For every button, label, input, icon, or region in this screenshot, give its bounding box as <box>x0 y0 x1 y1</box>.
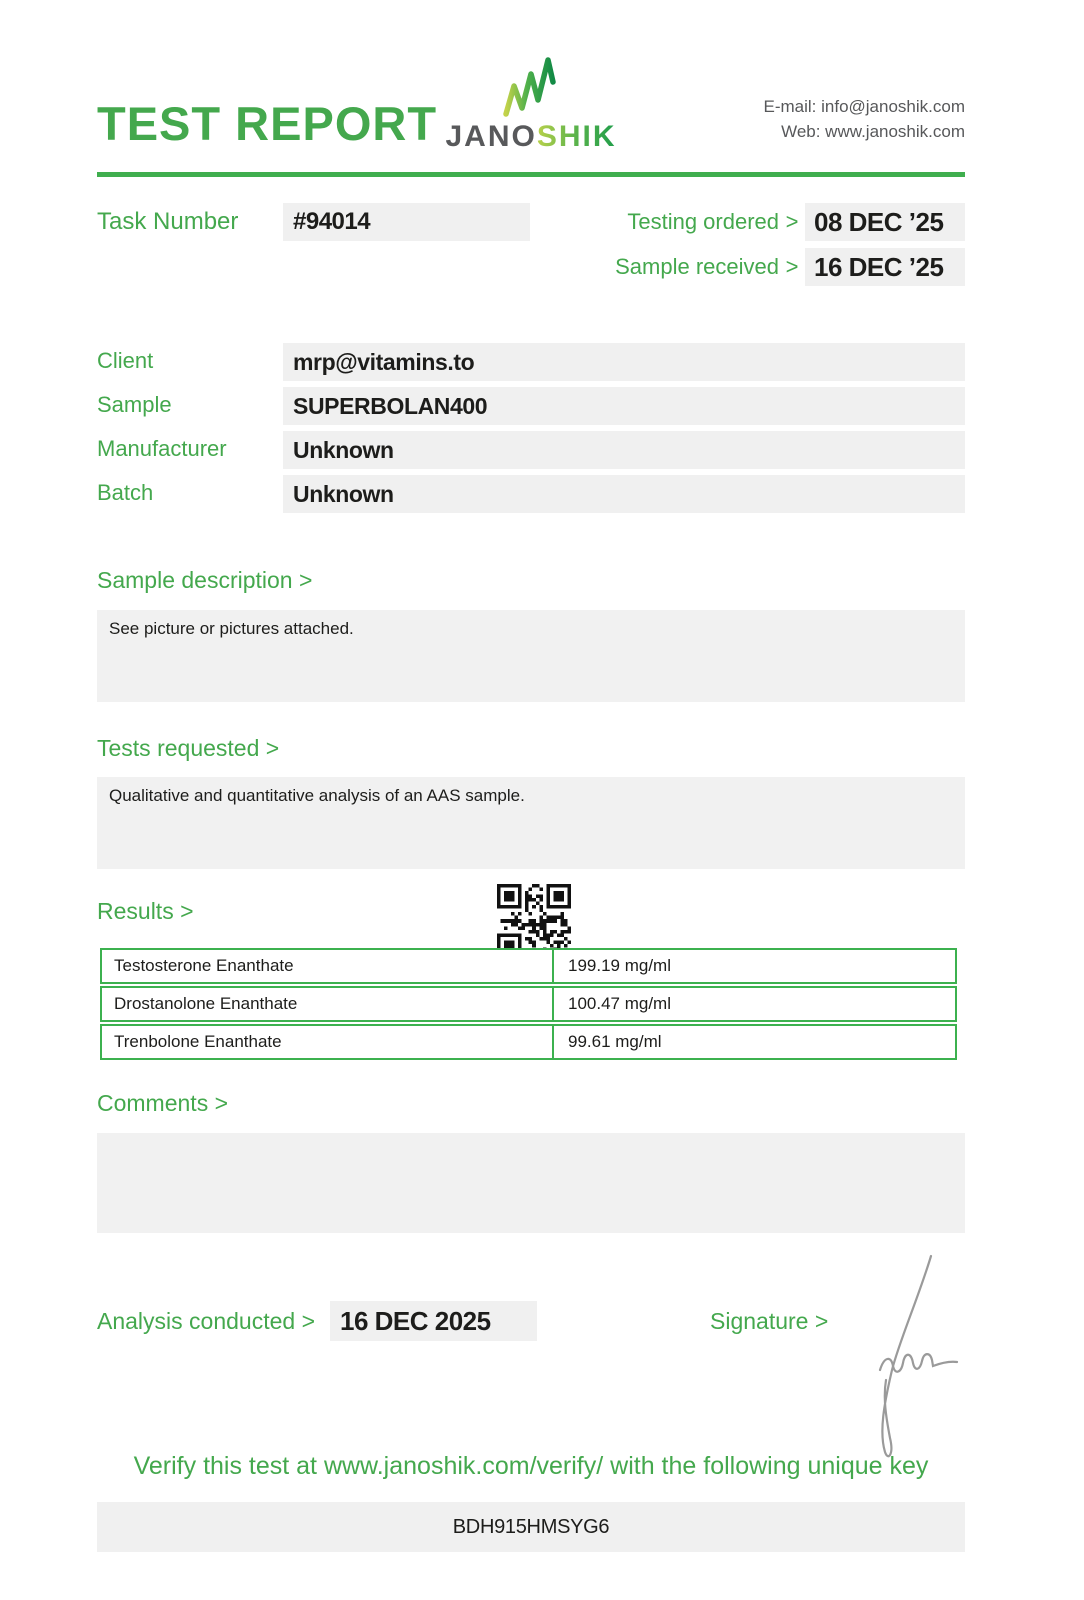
manufacturer-row <box>97 431 965 469</box>
sample-value: SUPERBOLAN400 <box>283 387 965 425</box>
testing-ordered-value: 08 DEC ’25 <box>805 203 965 241</box>
sample-received-value: 16 DEC ’25 <box>805 248 965 286</box>
sample-received-arrow: > <box>785 254 799 279</box>
tests-requested-body: Qualitative and quantitative analysis of an AAS sample. <box>97 777 965 869</box>
trend-chart-icon <box>500 52 562 118</box>
task-number-value: #94014 <box>283 203 530 241</box>
sample-received-label: Sample received <box>615 254 779 279</box>
batch-row <box>97 475 965 513</box>
task-number-label: Task Number <box>97 208 239 235</box>
tests-requested-heading: Tests requested > <box>97 735 280 761</box>
sample-description-heading: Sample description > <box>97 567 313 593</box>
client-value: mrp@vitamins.to <box>283 343 965 381</box>
client-row <box>97 343 965 381</box>
comments-heading: Comments > <box>97 1090 229 1116</box>
results-table <box>100 948 957 1062</box>
batch-label: Batch <box>97 480 154 505</box>
manufacturer-label: Manufacturer <box>97 436 227 461</box>
analysis-date-value: 16 DEC 2025 <box>330 1301 537 1341</box>
batch-value: Unknown <box>283 475 965 513</box>
table-row <box>100 948 957 984</box>
testing-ordered-label: Testing ordered <box>627 209 779 234</box>
signature-image <box>849 1246 969 1471</box>
janoshik-logo <box>421 52 641 154</box>
unique-key-value: BDH915HMSYG6 <box>97 1502 965 1552</box>
logo-word-shik: SHIK <box>536 120 617 153</box>
sample-label: Sample <box>97 392 172 417</box>
header-divider <box>97 172 965 177</box>
substance-cell: Drostanolone Enanthate <box>102 988 554 1020</box>
contact-block <box>764 94 966 144</box>
table-row <box>100 1024 957 1060</box>
amount-cell: 199.19 mg/ml <box>568 956 671 975</box>
verify-text: Verify this test at www.janoshik.com/verify/ with the following unique key <box>133 1452 929 1480</box>
contact-web: Web: www.janoshik.com <box>781 122 965 141</box>
sample-row <box>97 387 965 425</box>
amount-cell: 99.61 mg/ml <box>568 1032 662 1051</box>
testing-ordered-row <box>557 203 965 241</box>
signature-label: Signature > <box>710 1308 829 1334</box>
logo-word-jano: JANO <box>445 120 537 153</box>
manufacturer-value: Unknown <box>283 431 965 469</box>
sample-description-body: See picture or pictures attached. <box>97 610 965 702</box>
comments-body <box>97 1133 965 1233</box>
contact-email: E-mail: info@janoshik.com <box>763 97 965 116</box>
substance-cell: Testosterone Enanthate <box>102 950 554 982</box>
testing-ordered-arrow: > <box>785 209 799 234</box>
client-label: Client <box>97 348 154 373</box>
qr-code <box>497 884 571 958</box>
amount-cell: 100.47 mg/ml <box>568 994 671 1013</box>
logo-wordmark <box>421 120 641 154</box>
report-content <box>97 0 965 1600</box>
sample-received-row <box>557 248 965 286</box>
substance-cell: Trenbolone Enanthate <box>102 1026 554 1058</box>
page-title: TEST REPORT <box>97 97 438 150</box>
analysis-conducted-label: Analysis conducted > <box>97 1308 315 1334</box>
table-row <box>100 986 957 1022</box>
results-heading: Results > <box>97 898 194 924</box>
